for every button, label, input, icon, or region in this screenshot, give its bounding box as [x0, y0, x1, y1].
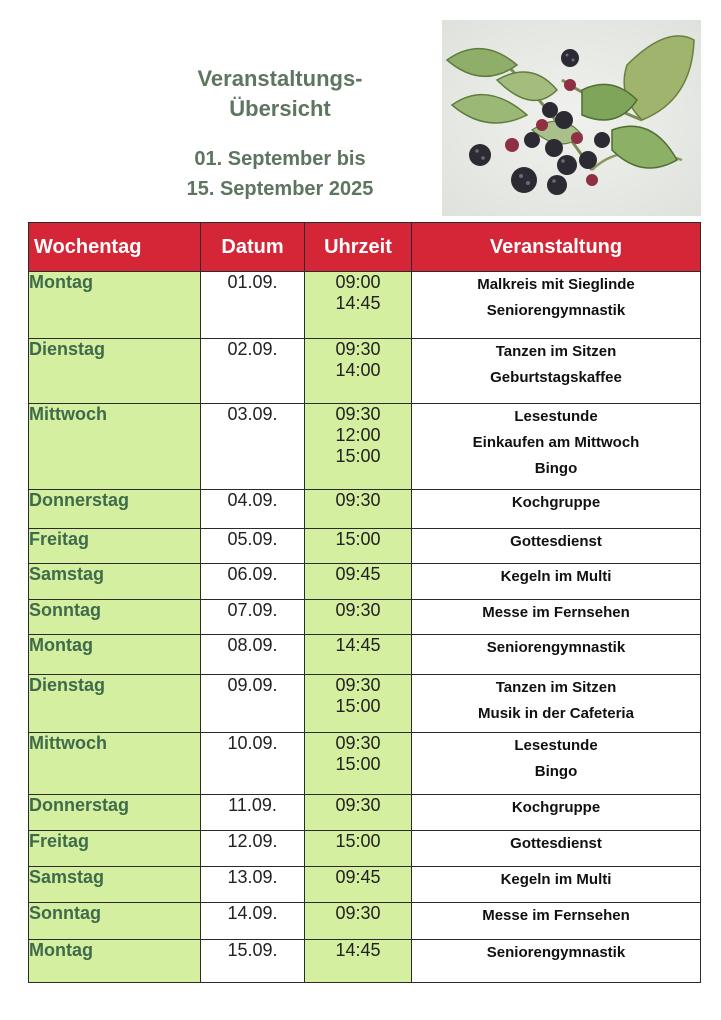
time-entry: 09:30: [335, 404, 381, 424]
time-cell: [305, 564, 412, 600]
time-cell: [305, 831, 412, 867]
header-weekday: Wochentag: [29, 223, 201, 272]
date-cell: 11.09.: [201, 795, 305, 831]
date-cell: 08.09.: [201, 635, 305, 675]
table-row: [29, 831, 701, 867]
time-cell: [305, 272, 412, 339]
time-cell: [305, 339, 412, 404]
event-cell: [412, 795, 701, 831]
weekday-cell: Mittwoch: [29, 404, 201, 490]
event-entry: Bingo: [534, 763, 578, 780]
table-row: [29, 564, 701, 600]
date-cell: 14.09.: [201, 903, 305, 940]
date-cell: 01.09.: [201, 272, 305, 339]
time-entry: 09:45: [335, 867, 381, 887]
weekday-cell: Samstag: [29, 867, 201, 903]
event-entry: Kegeln im Multi: [500, 568, 612, 585]
event-cell: [412, 867, 701, 903]
event-cell: [412, 831, 701, 867]
event-entry: Gottesdienst: [510, 533, 602, 550]
time-cell: [305, 733, 412, 795]
header-time: Uhrzeit: [305, 223, 412, 272]
event-entry: Seniorengymnastik: [486, 944, 626, 961]
event-entry: Lesestunde: [514, 737, 598, 754]
table-row: [29, 272, 701, 339]
time-entry: 09:30: [335, 675, 381, 695]
blackberry-painting-icon: [442, 20, 701, 216]
time-entry: 09:00: [335, 272, 381, 292]
event-cell: [412, 404, 701, 490]
time-entry: 15:00: [335, 831, 381, 851]
time-entry: 12:00: [335, 425, 381, 445]
time-entry: 15:00: [335, 696, 381, 716]
event-entry: Malkreis mit Sieglinde: [477, 276, 635, 293]
event-entry: Seniorengymnastik: [486, 302, 626, 319]
time-cell: [305, 529, 412, 564]
date-range: [150, 144, 410, 204]
table-row: [29, 795, 701, 831]
event-entry: Kochgruppe: [511, 494, 601, 511]
event-cell: [412, 903, 701, 940]
event-entry: Messe im Fernsehen: [482, 604, 630, 621]
event-cell: [412, 733, 701, 795]
time-cell: [305, 404, 412, 490]
event-entry: Tanzen im Sitzen: [495, 343, 617, 360]
table-row: [29, 867, 701, 903]
time-entry: 14:00: [335, 360, 381, 380]
date-cell: 02.09.: [201, 339, 305, 404]
time-entry: 15:00: [335, 529, 381, 549]
event-cell: [412, 675, 701, 733]
weekday-cell: Sonntag: [29, 600, 201, 635]
time-entry: 14:45: [335, 635, 381, 655]
table-row: [29, 635, 701, 675]
weekday-cell: Donnerstag: [29, 490, 201, 529]
event-entry: Kegeln im Multi: [500, 871, 612, 888]
title-line-1: Veranstaltungs-: [197, 66, 363, 91]
event-entry: Lesestunde: [514, 408, 598, 425]
weekday-cell: Freitag: [29, 831, 201, 867]
event-entry: Bingo: [534, 460, 578, 477]
table-row: [29, 940, 701, 983]
date-cell: 06.09.: [201, 564, 305, 600]
time-entry: 15:00: [335, 754, 381, 774]
title-line-2: Übersicht: [229, 96, 331, 121]
date-cell: 09.09.: [201, 675, 305, 733]
time-entry: 09:45: [335, 564, 381, 584]
weekday-cell: Sonntag: [29, 903, 201, 940]
time-cell: [305, 795, 412, 831]
time-cell: [305, 490, 412, 529]
weekday-cell: Freitag: [29, 529, 201, 564]
time-cell: [305, 675, 412, 733]
date-cell: 15.09.: [201, 940, 305, 983]
date-cell: 12.09.: [201, 831, 305, 867]
event-entry: Einkaufen am Mittwoch: [472, 434, 640, 451]
table-row: [29, 339, 701, 404]
date-range-line-2: 15. September 2025: [186, 178, 374, 200]
time-entry: 15:00: [335, 446, 381, 466]
event-cell: [412, 272, 701, 339]
event-cell: [412, 635, 701, 675]
weekday-cell: Dienstag: [29, 339, 201, 404]
header-date: Datum: [201, 223, 305, 272]
time-entry: 09:30: [335, 733, 381, 753]
table-header-row: [29, 223, 701, 272]
date-range-line-1: 01. September bis: [194, 148, 366, 170]
event-entry: Musik in der Cafeteria: [478, 705, 634, 722]
date-cell: 05.09.: [201, 529, 305, 564]
event-entry: Messe im Fernsehen: [482, 907, 630, 924]
event-cell: [412, 564, 701, 600]
table-row: [29, 600, 701, 635]
time-entry: 09:30: [335, 600, 381, 620]
table-row: [29, 529, 701, 564]
event-entry: Gottesdienst: [510, 835, 602, 852]
weekday-cell: Samstag: [29, 564, 201, 600]
table-row: [29, 404, 701, 490]
event-cell: [412, 529, 701, 564]
schedule-table: [28, 222, 701, 983]
event-entry: Kochgruppe: [511, 799, 601, 816]
weekday-cell: Mittwoch: [29, 733, 201, 795]
date-cell: 07.09.: [201, 600, 305, 635]
weekday-cell: Donnerstag: [29, 795, 201, 831]
time-entry: 09:30: [335, 339, 381, 359]
weekday-cell: Montag: [29, 940, 201, 983]
page-title: [150, 64, 410, 124]
weekday-cell: Montag: [29, 635, 201, 675]
table-row: [29, 490, 701, 529]
table-row: [29, 675, 701, 733]
event-entry: Seniorengymnastik: [486, 639, 626, 656]
table-row: [29, 733, 701, 795]
date-cell: 03.09.: [201, 404, 305, 490]
time-cell: [305, 867, 412, 903]
time-entry: 09:30: [335, 490, 381, 510]
event-entry: Geburtstagskaffee: [490, 369, 622, 386]
event-entry: Tanzen im Sitzen: [495, 679, 617, 696]
time-entry: 14:45: [335, 293, 381, 313]
weekday-cell: Montag: [29, 272, 201, 339]
time-cell: [305, 600, 412, 635]
time-cell: [305, 903, 412, 940]
time-entry: 09:30: [335, 795, 381, 815]
weekday-cell: Dienstag: [29, 675, 201, 733]
event-cell: [412, 490, 701, 529]
time-cell: [305, 940, 412, 983]
event-cell: [412, 339, 701, 404]
header-event: Veranstaltung: [412, 223, 701, 272]
date-cell: 10.09.: [201, 733, 305, 795]
time-cell: [305, 635, 412, 675]
date-cell: 04.09.: [201, 490, 305, 529]
time-entry: 09:30: [335, 903, 381, 923]
time-entry: 14:45: [335, 940, 381, 960]
event-cell: [412, 940, 701, 983]
event-cell: [412, 600, 701, 635]
table-row: [29, 903, 701, 940]
date-cell: 13.09.: [201, 867, 305, 903]
